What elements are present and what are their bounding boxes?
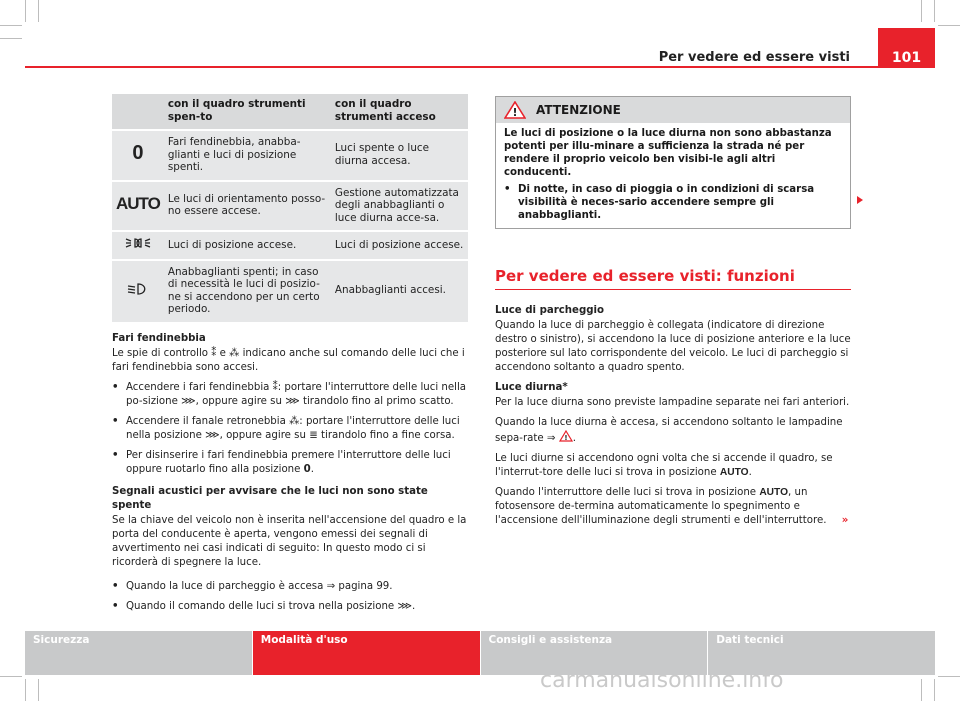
page-header [0, 0, 960, 70]
drl-text: Per la luce diurna sono previste lampadine separate nei fari anteriori. [495, 397, 850, 408]
page-title: Per vedere ed essere visti [658, 50, 850, 65]
switch-position-zero: 0 [112, 130, 164, 181]
drl-text: Le luci diurne si accendono ogni volta che si accende il quadro, se l'interrut-tore delle luci si trova in posizione AUTO. [495, 453, 833, 478]
crop-mark [921, 679, 922, 701]
table-cell: Gestione automatizzata degli anabbaglianti o luce diurna acce-sa. [331, 181, 468, 232]
table-row [112, 231, 468, 260]
svg-text:!: ! [564, 434, 568, 442]
low-beam-icon: ≣ [309, 429, 318, 441]
crop-mark [25, 679, 26, 701]
page-number: 101 [878, 28, 935, 68]
fog-heading: Fari fendinebbia [112, 332, 206, 344]
parking-text: Quando la luce di parcheggio è collegata (indicatore di direzione destro o sinistro), si accendono la luce di posizione anteriore e la luce posteriore sul lato corrispondente del veicolo. Le luci di parcheggio si accendono soltanto a quadro spento. [495, 320, 851, 373]
list-item: • Di notte, in caso di pioggia o in condizioni di scarsa visibilità è neces-sario accendere sempre gli anabbaglianti. [504, 184, 815, 221]
side-light-icon [112, 231, 164, 260]
drl-text: Quando l'interruttore delle luci si trova in posizione AUTO, un fotosensore de-termina automaticamente lo spegnimento e l'accensione dell'illuminazione degli strumenti e dell'interruttore. » [495, 487, 849, 526]
list-item: • Per disinserire i fari fendinebbia premere l'interruttore delle luci oppure ruotarlo fino alla posizione 0. [112, 449, 451, 475]
footer-tab-consigli[interactable]: Consigli e assistenza [481, 631, 708, 675]
crop-mark [38, 679, 39, 701]
section-body [495, 304, 851, 528]
drl-text: Quando la luce diurna è accesa, si accendono soltanto le lampadine sepa-rate ⇒ ! . [495, 417, 843, 444]
parking-heading: Luce di parcheggio [495, 305, 605, 316]
table-cell: Luci spente o luce diurna accesa. [331, 130, 468, 181]
list-item: • Quando il comando delle luci si trova nella posizione ⋙. [112, 600, 416, 612]
front-fog-icon: ⁑ [211, 347, 217, 359]
light-switch-table [112, 94, 468, 322]
table-cell: Fari fendinebbia, anabba-glianti e luci di posizione spenti. [164, 130, 331, 181]
drl-heading: Luce diurna* [495, 382, 568, 393]
switch-position-zero: 0 [303, 463, 311, 475]
table-cell: Luci di posizione accese. [331, 231, 468, 260]
fog-intro: Le spie di controllo ⁑ e ⁂ indicano anche sul comando delle luci che i fari fendinebbia sono accesi. [112, 347, 465, 373]
warning-text: Le luci di posizione o la luce diurna non sono abbastanza potenti per illu-minare a sufficienza la strada né per rendere il proprio veicolo ben visibi-le agli altri conducenti. [504, 128, 832, 178]
footer-tab-dati[interactable]: Dati tecnici [708, 631, 935, 675]
rear-fog-icon: ⁂ [289, 415, 300, 427]
table-cell: Anabbaglianti spenti; in caso di necessità le luci di posizio-ne si accendono per un certo periodo. [164, 260, 331, 322]
table-header-on: con il quadro strumenti acceso [331, 94, 468, 130]
crop-mark [934, 679, 935, 701]
low-beam-icon [112, 260, 164, 322]
front-fog-icon: ⁑ [272, 381, 278, 393]
footer-tab-sicurezza[interactable]: Sicurezza [25, 631, 252, 675]
table-row [112, 260, 468, 322]
crop-mark [938, 676, 960, 677]
header-rule [25, 66, 935, 68]
rear-fog-icon: ⁂ [229, 347, 240, 359]
watermark: carmanualsonline.info [540, 668, 784, 693]
warning-header [496, 97, 850, 123]
side-light-icon: ⋙ [205, 429, 220, 441]
table-row [112, 181, 468, 232]
switch-position-auto: AUTO [759, 487, 789, 498]
warning-title: ATTENZIONE [536, 103, 621, 117]
switch-position-auto: AUTO [112, 181, 164, 232]
table-header-symbol [112, 94, 164, 130]
warning-triangle-icon [559, 430, 573, 442]
footer-navigation [25, 631, 935, 675]
end-of-section-icon [857, 196, 863, 204]
right-column [495, 96, 851, 534]
beep-heading: Segnali acustici per avvisare che le luci non sono state spente [112, 485, 428, 511]
table-row [112, 130, 468, 181]
list-item: • Accendere il fanale retronebbia ⁂: portare l'interruttore delle luci nella posizione ⋙, oppure agire su ≣ tirandolo fino a fine corsa. [112, 415, 460, 441]
warning-box [495, 96, 851, 229]
footer-tab-modalita[interactable]: Modalità d'uso [253, 631, 480, 675]
warning-triangle-icon [504, 101, 526, 119]
switch-position-auto: AUTO [719, 467, 749, 478]
side-light-icon: ⋙ [397, 600, 412, 612]
svg-text:!: ! [512, 106, 518, 119]
section-title: Per vedere ed essere visti: funzioni [495, 267, 851, 290]
table-cell: Le luci di orientamento posso-no essere accese. [164, 181, 331, 232]
left-column [112, 94, 468, 620]
functions-section [495, 267, 851, 528]
table-cell: Anabbaglianti accesi. [331, 260, 468, 322]
table-header-row [112, 94, 468, 130]
list-item: • Accendere i fari fendinebbia ⁑: portare l'interruttore delle luci nella po-sizione ⋙, oppure agire su ⋙ tirandolo fino al primo scatto. [112, 381, 467, 407]
list-item: • Quando la luce di parcheggio è accesa ⇒ pagina 99. [112, 580, 393, 592]
side-light-icon: ⋙ [285, 395, 300, 407]
table-header-off: con il quadro strumenti spen-to [164, 94, 331, 130]
side-light-icon: ⋙ [181, 395, 196, 407]
fog-lights-section [112, 332, 468, 614]
warning-body [496, 123, 850, 228]
continue-arrow-icon: » [841, 515, 849, 526]
crop-mark [0, 676, 22, 677]
beep-text: Se la chiave del veicolo non è inserita nell'accensione del quadro e la porta del conducente è aperta, vengono emessi dei segnali di avvertimento nei casi indicati di seguito: In questo modo ci si ricorderà di spegnere la luce. [112, 514, 467, 568]
table-cell: Luci di posizione accese. [164, 231, 331, 260]
